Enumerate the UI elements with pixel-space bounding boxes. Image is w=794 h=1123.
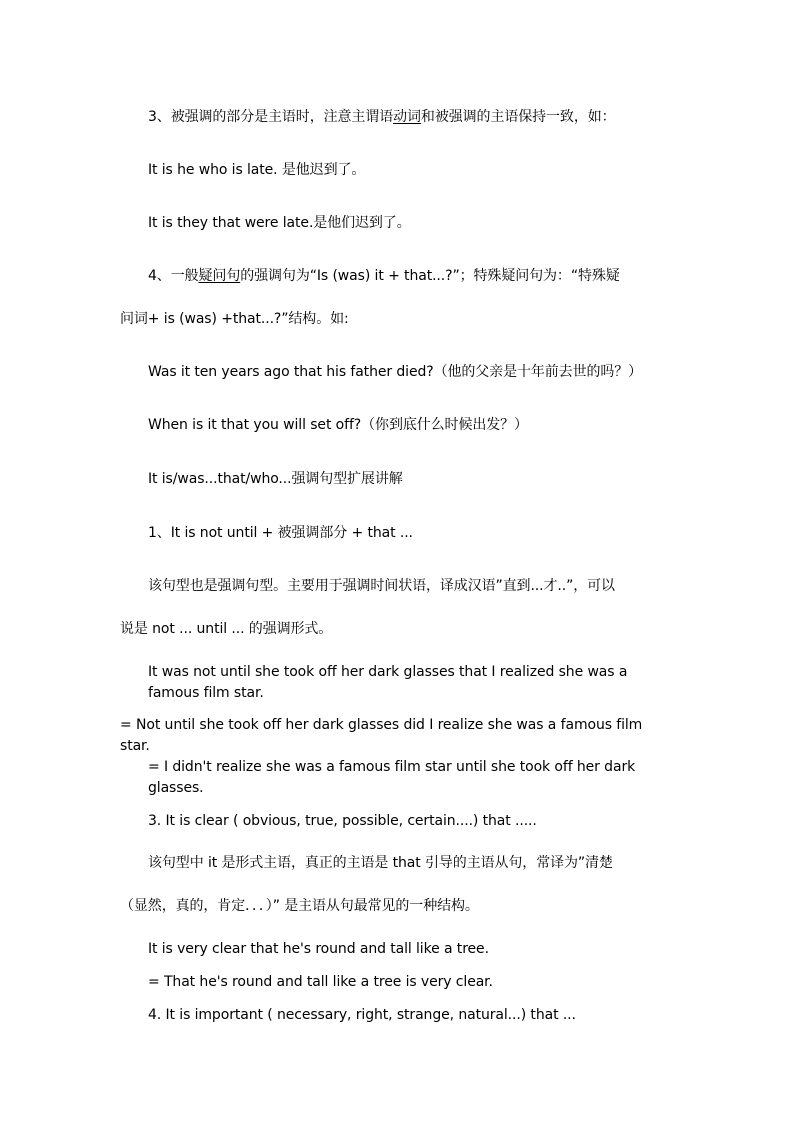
rule-3-text-end: 和被强调的主语保持一致，如： (420, 109, 616, 125)
example-dark-glasses-3-text: = I didn't realize she was a famous film star until she took off her dark glasses. (148, 759, 636, 796)
rule-4-text-start: 4、一般 (148, 268, 199, 284)
pattern-3-explanation-cont: （显然，真的，肯定．．．）” 是主语从句最常见的一种结构。 (120, 898, 479, 914)
rule-4-continuation: 问词+ is (was) +that...?”结构。如: (120, 311, 349, 327)
pattern-3-heading: 3. It is clear ( obvious, true, possible, certain....) that ..... (148, 813, 537, 829)
example-they-late: It is they that were late.是他们迟到了。 (148, 215, 411, 231)
rule-3-text-start: 3、被强调的部分是主语时，注意主谓语 (148, 109, 394, 125)
example-dark-glasses-2: = Not until she took off her dark glasses did I realize she was a famous film star. (120, 717, 643, 754)
pattern-4-heading: 4. It is important ( necessary, right, strange, natural...) that ... (148, 1007, 576, 1023)
pattern-1-explanation-cont: 说是 not ... until ... 的强调形式。 (120, 621, 333, 637)
example-he-late: It is he who is late. 是他迟到了。 (148, 162, 366, 178)
example-dark-glasses-1 (120, 662, 676, 704)
example-dark-glasses-1-text: It was not until she took off her dark glasses that I realized she was a famous film star. (148, 664, 628, 701)
paragraph-rule-4 (148, 266, 620, 286)
rule-4-text-end: 的强调句为“Is (was) it + that...?”；特殊疑问句为：“特殊疑 (240, 268, 620, 284)
pattern-1-heading: 1、It is not until + 被强调部分 + that ... (148, 525, 413, 541)
section-heading-extension: It is/was...that/who...强调句型扩展讲解 (148, 471, 403, 487)
hyperlink-question[interactable]: 疑问句 (198, 268, 241, 284)
example-clear-tree-alt: = That he's round and tall like a tree is very clear. (148, 974, 493, 990)
example-clear-tree: It is very clear that he's round and tall like a tree. (148, 941, 489, 957)
example-dark-glasses-3 (120, 757, 676, 799)
pattern-1-explanation: 该句型也是强调句型。主要用于强调时间状语，译成汉语”直到...才..”，可以 (148, 578, 615, 594)
example-father-died: Was it ten years ago that his father died?（他的父亲是十年前去世的吗？） (148, 364, 643, 380)
paragraph-rule-3 (148, 107, 616, 127)
hyperlink-verb[interactable]: 动词 (393, 109, 421, 125)
pattern-3-explanation: 该句型中 it 是形式主语，真正的主语是 that 引导的主语从句，常译为”清楚 (148, 855, 613, 871)
example-set-off: When is it that you will set off?（你到底什么时候出发？） (148, 417, 528, 433)
